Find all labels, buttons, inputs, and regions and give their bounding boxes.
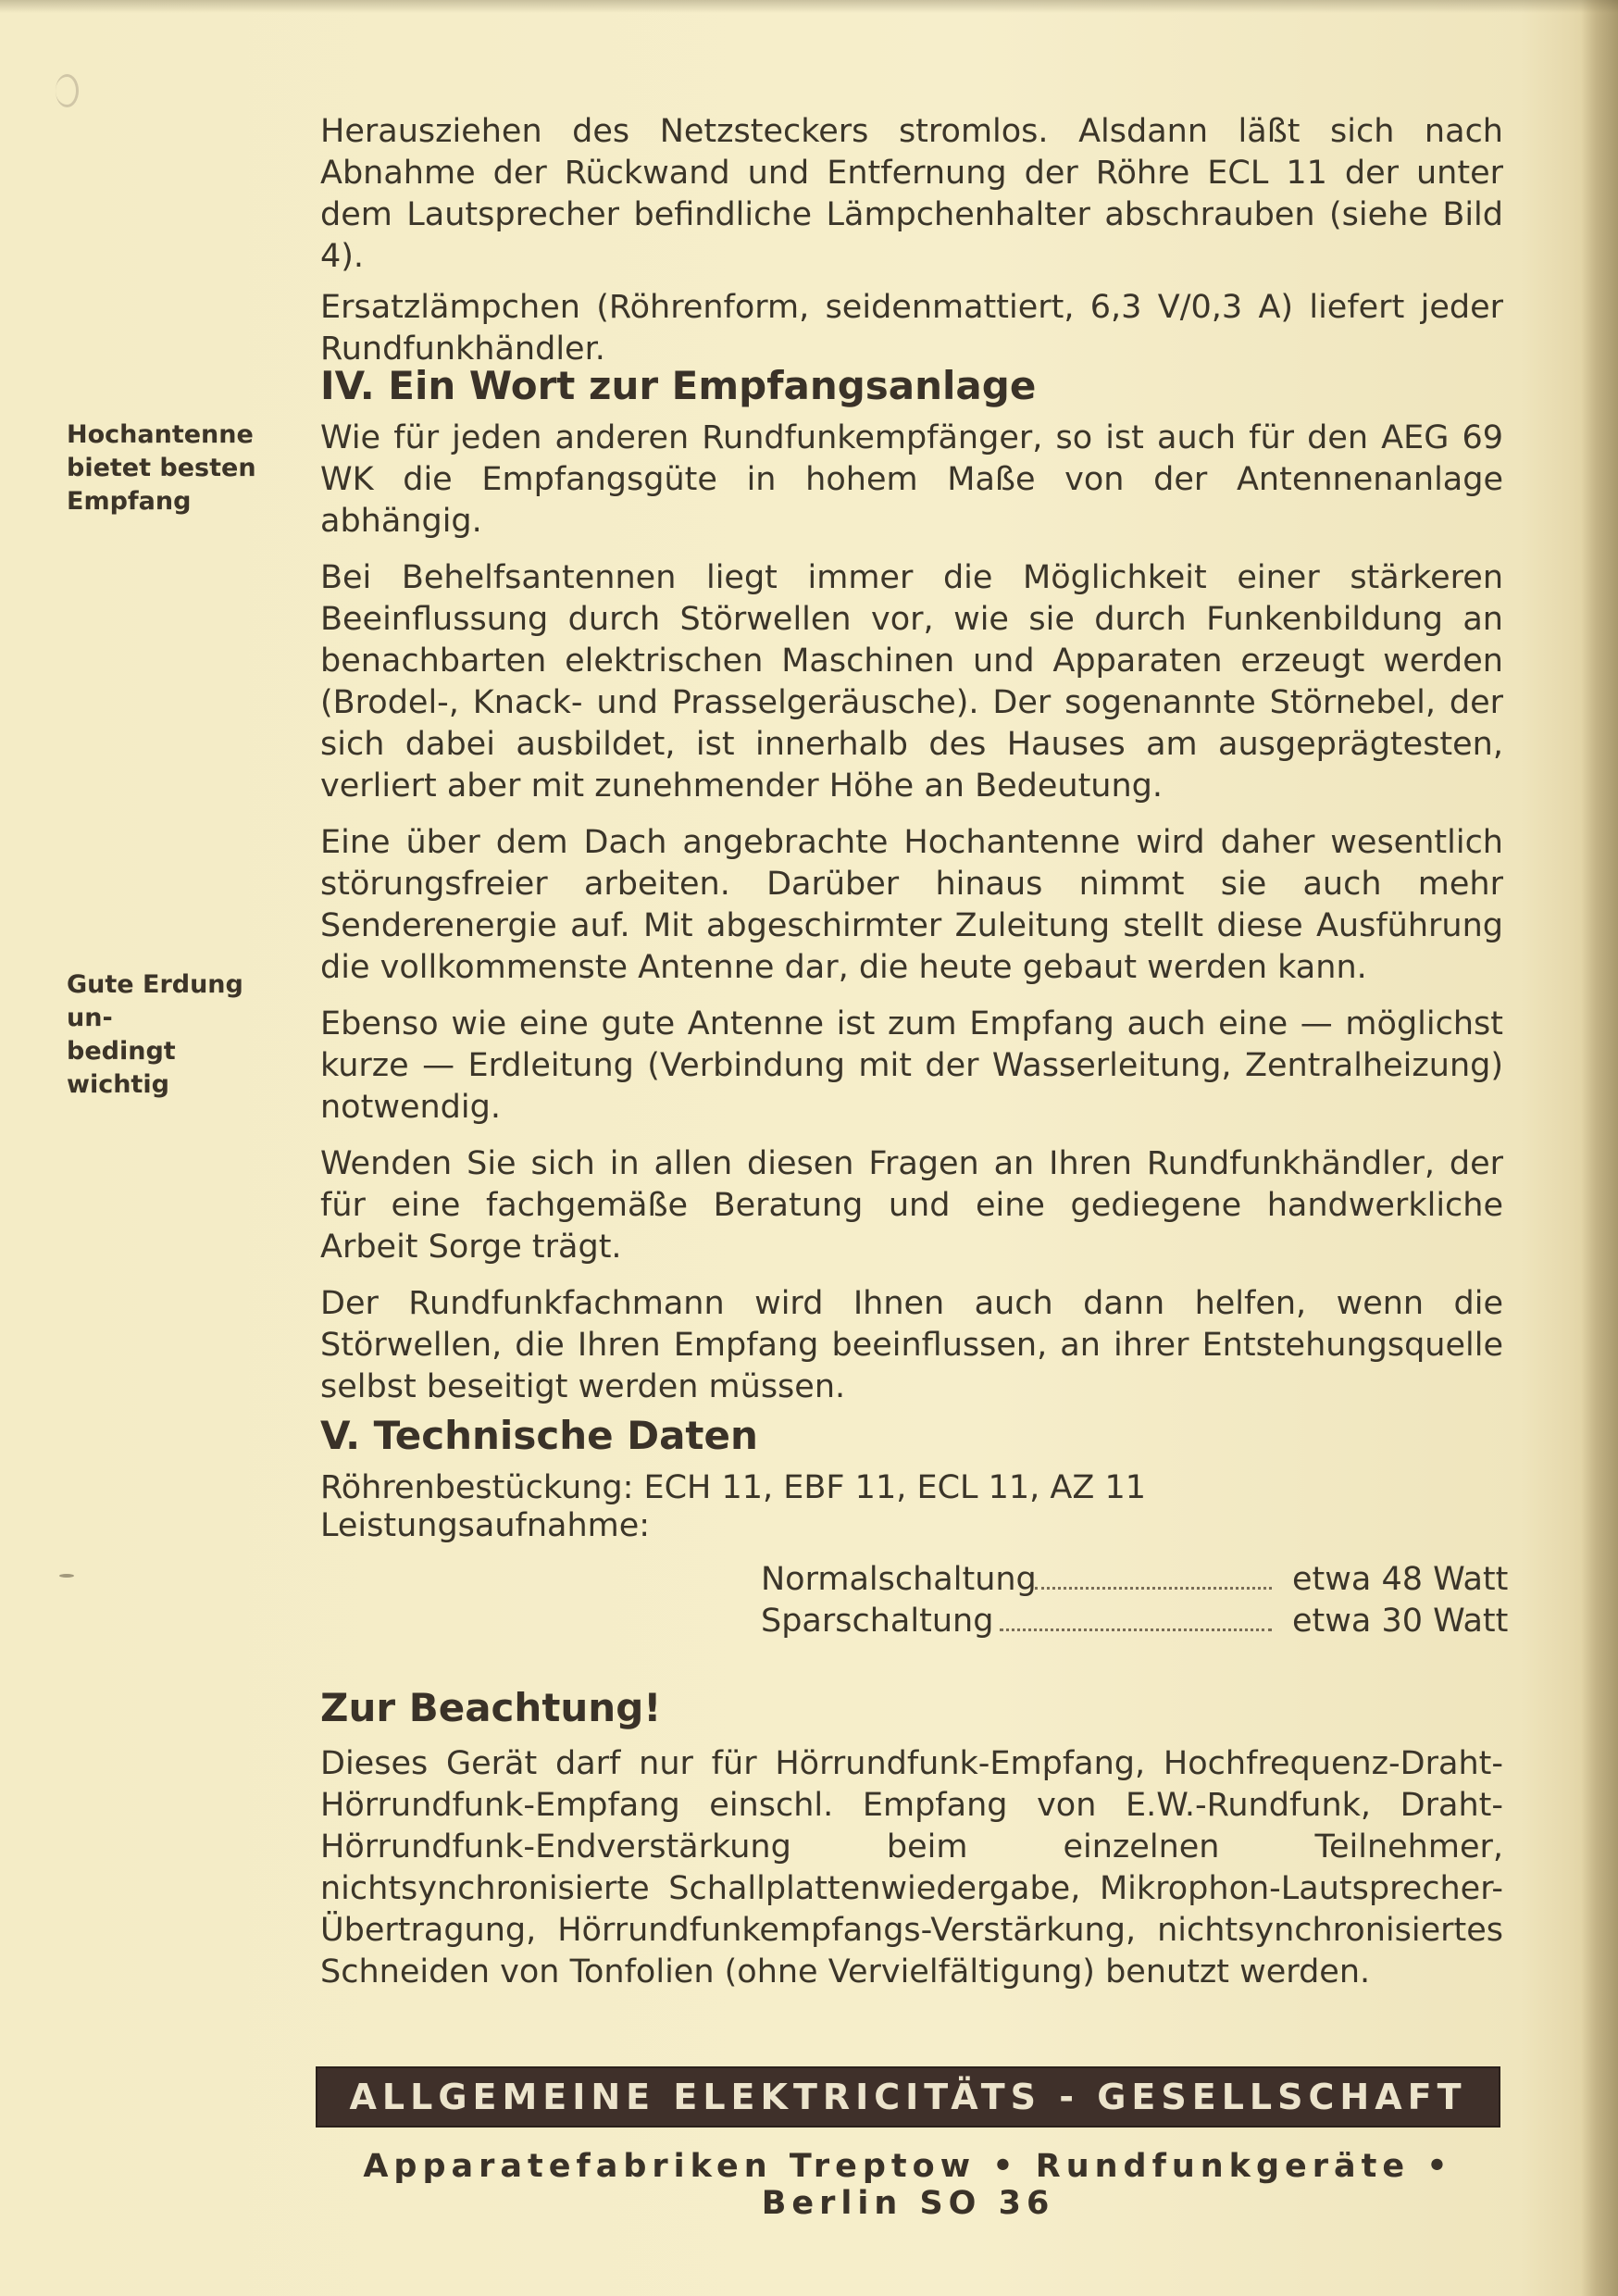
footer-address: Apparatefabriken Treptow • Rundfunkgeräte • Berlin SO 36	[363, 2148, 1453, 2222]
section-4-paragraph-6: Der Rundfunkfachmann wird Ihnen auch dann helfen, wenn die Störwellen, die Ihren Empfang beeinflussen, an ihrer Entstehungsquelle selbst beseitigt werden müssen.	[320, 1285, 1503, 1405]
page-top-edge	[0, 0, 1618, 13]
section-4-paragraph-3: Eine über dem Dach angebrachte Hochantenne wird daher wesentlich störungsfreier arbeiten. Darüber hinaus nimmt sie auch mehr Senderenergie auf. Mit abgeschirmter Zuleitung stellt diese Ausführung die vollkommenste Antenne dar, die heute gebaut werden kann.	[320, 824, 1503, 986]
power-row-normal-label: Normalschaltung	[761, 1561, 1037, 1598]
section-4-paragraph-2: Bei Behelfsantennen liegt immer die Möglichkeit einer stärkeren Beeinflussung durch Störwellen vor, wie sie durch Funkenbildung an benachbarten elektrischen Maschinen und Apparaten erzeugt werden (Brodel-, Knack- und Prasselgeräusche). Der sogenannte Störnebel, der sich dabei ausbildet, ist innerhalb des Hauses am ausgeprägtesten, verliert aber mit zunehmender Höhe an Bedeutung.	[320, 559, 1503, 805]
notice-text: Dieses Gerät darf nur für Hörrundfunk-Empfang, Hochfrequenz-Draht-Hörrundfunk-Empfang einschl. Empfang von E.W.-Rundfunk, Draht-Hörrundfunk-Endverstärkung beim einzelnen Teilnehmer, nichtsynchronisierte Schallplattenwiedergabe, Mikrophon-Lautsprecher-Übertragung, Hörrundfunkempfangs-Verstärkung, nichtsynchronisiertes Schneiden von Tonfolien (ohne Vervielfältigung) benutzt werden.	[320, 1745, 1503, 1990]
company-name: ALLGEMEINE ELEKTRICITÄTS - GESELLSCHAFT	[349, 2077, 1467, 2117]
section-4-paragraph-5: Wenden Sie sich in allen diesen Fragen an Ihren Rundfunkhändler, der für eine fachgemäße Beratung und eine gediegene handwerkliche Arbeit Sorge trägt.	[320, 1145, 1503, 1266]
page-right-edge	[1581, 0, 1618, 2296]
margin-note-antenna: Hochantenne bietet besten Empfang	[67, 420, 256, 516]
power-row-saving-label: Sparschaltung	[761, 1603, 994, 1640]
power-row-saving-value: etwa 30 Watt	[1292, 1603, 1509, 1640]
margin-note-grounding: Gute Erdung un- bedingt wichtig	[67, 970, 243, 1099]
notice-block	[320, 1685, 1503, 1993]
power-label: Leistungsaufnahme:	[320, 1507, 651, 1544]
power-row-normal-value: etwa 48 Watt	[1292, 1561, 1509, 1598]
page-mark	[56, 74, 79, 107]
section-4-paragraph-4: Ebenso wie eine gute Antenne ist zum Empfang auch eine — möglichst kurze — Erdleitung (Verbindung mit der Wasserleitung, Zentralheizung) notwendig.	[320, 1005, 1503, 1126]
section-5-heading: V. Technische Daten	[320, 1413, 758, 1458]
section-4-paragraph-1: Wie für jeden anderen Rundfunkempfänger, so ist auch für den AEG 69 WK die Empfangsgüte in hohem Maße von der Antennenanlage abhängig.	[320, 419, 1503, 540]
leader-dots	[1000, 1628, 1272, 1631]
intro-paragraph-1: Herausziehen des Netzsteckers stromlos. Alsdann läßt sich nach Abnahme der Rückwand und Entfernung der Röhre ECL 11 der unter dem Lautsprecher befindliche Lämpchenhalter abschrauben (siehe Bild 4).	[320, 113, 1503, 275]
section-5	[320, 1413, 1503, 1547]
leader-dots	[1035, 1587, 1272, 1590]
notice-heading: Zur Beachtung!	[320, 1685, 662, 1730]
section-4	[320, 363, 1503, 1408]
company-banner	[316, 2066, 1500, 2128]
section-4-heading: IV. Ein Wort zur Empfangsanlage	[320, 363, 1037, 408]
intro-block	[320, 111, 1503, 370]
intro-paragraph-2: Ersatzlämpchen (Röhrenform, seidenmattiert, 6,3 V/0,3 A) liefert jeder Rundfunkhändler.	[320, 289, 1503, 368]
page-mark	[59, 1574, 74, 1578]
tube-list: Röhrenbestückung: ECH 11, EBF 11, ECL 11, AZ 11	[320, 1469, 1147, 1506]
